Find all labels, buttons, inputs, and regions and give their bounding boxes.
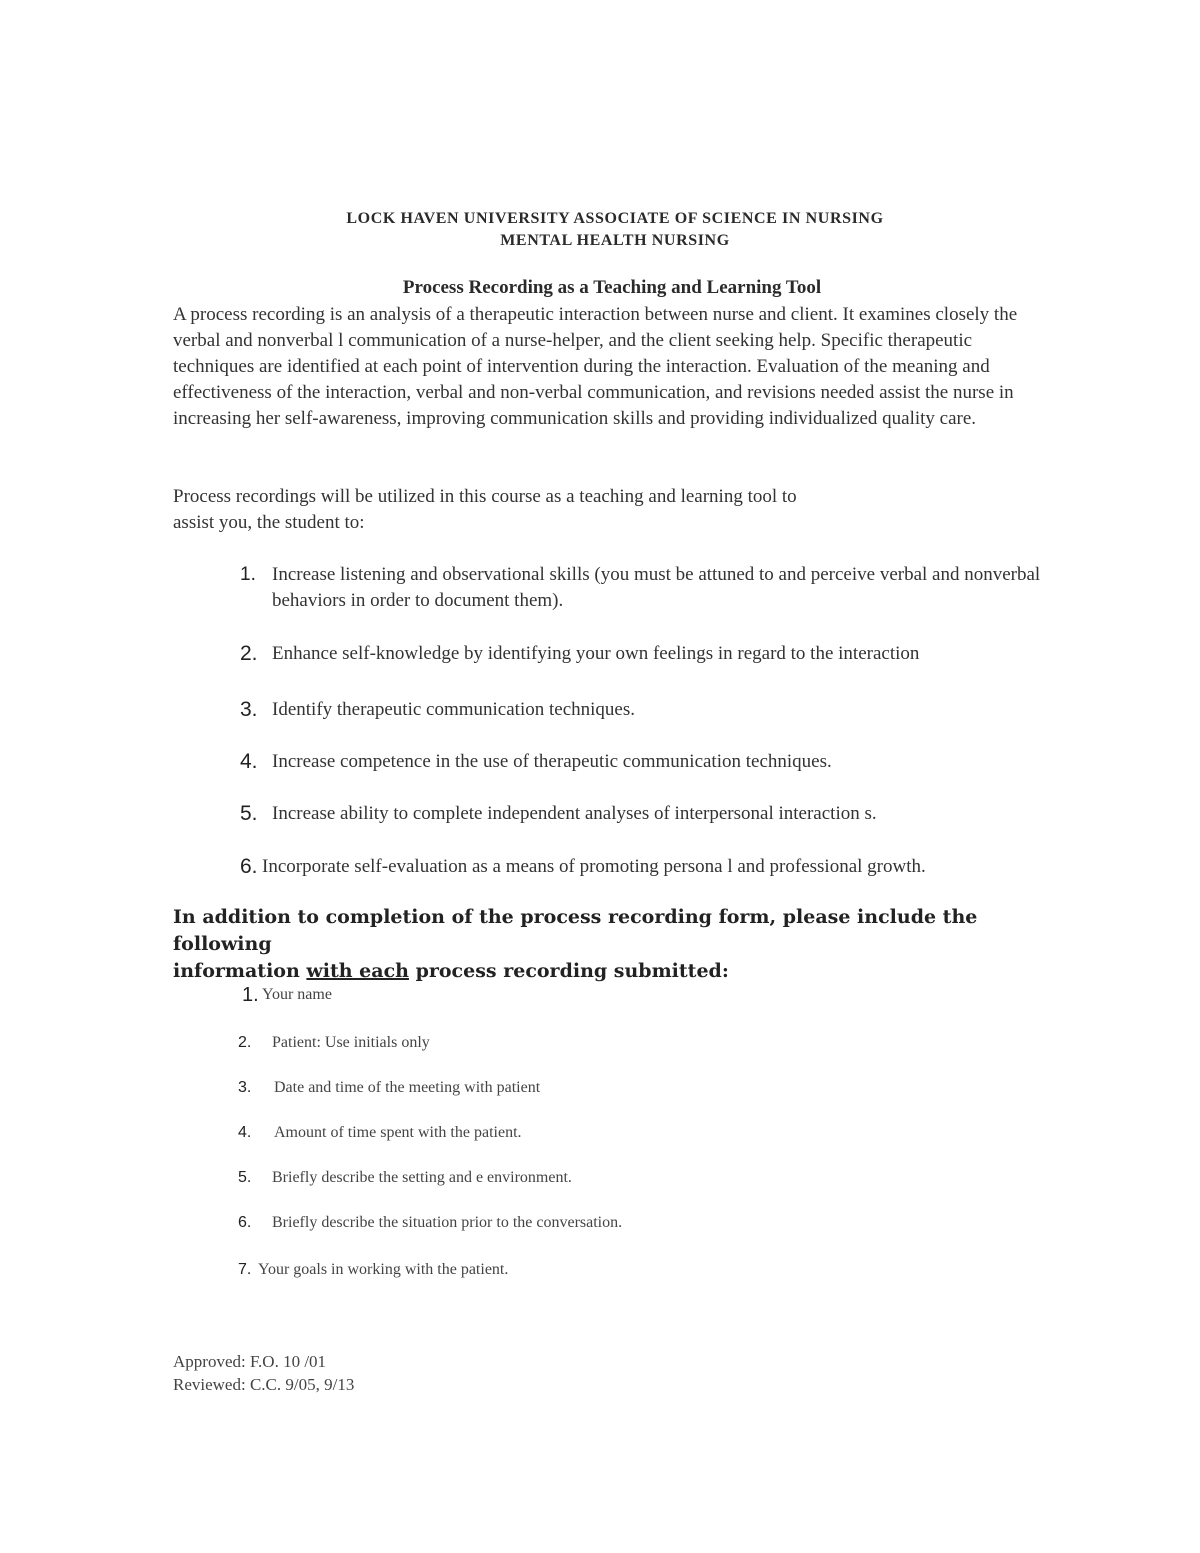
goal-item-4 [240, 749, 1090, 775]
info-item-2 [238, 1033, 430, 1053]
info-item-4 [238, 1123, 522, 1143]
goal-number: 4. [240, 750, 258, 773]
goal-item-6 [240, 854, 1090, 880]
goal-item-1 [240, 562, 1090, 614]
goal-text: Enhance self-knowledge by identifying your own feelings in regard to the interaction [272, 643, 920, 664]
intro-text: A process recording is an analysis of a therapeutic interaction between nurse and client. It examines closely the verbal and nonverbal l communication of a nurse-helper, and the client seeking help. Specific therapeutic techniques are identified at each point of intervention during the interaction. Evaluation of the meaning and effectiveness of the interaction, verbal and non-verbal communication, and revisions needed assist the nurse in increasing her self-awareness, improving communication skills and providing individualized quality care. [173, 304, 1018, 429]
additional-line-2-post: process recording submitted: [408, 960, 729, 982]
additional-line-2-pre: information [173, 960, 307, 982]
additional-line-1: In addition to completion of the process recording form, please include the following [173, 906, 978, 955]
purpose-line-2: assist you, the student to: [173, 512, 365, 533]
goal-number: 3. [240, 698, 258, 721]
revision-footer [173, 1350, 354, 1396]
goal-item-2 [240, 641, 1090, 667]
info-item-text: Briefly describe the setting and e environment. [272, 1169, 572, 1186]
purpose-paragraph [173, 484, 1053, 536]
header-course: MENTAL HEALTH NURSING [500, 232, 730, 249]
goal-number: 5. [240, 802, 258, 825]
goal-text: Increase ability to complete independent analyses of interpersonal interaction s. [272, 803, 877, 824]
goal-number: 1. [240, 564, 256, 585]
goal-text: Increase listening and observational skills (you must be attuned to and perceive verbal and nonverbal behaviors in order to document them). [272, 564, 1041, 611]
info-item-number: 2. [238, 1034, 252, 1051]
info-item-text: Amount of time spent with the patient. [274, 1124, 522, 1141]
intro-paragraph [173, 302, 1053, 432]
with-each-underlined: with each [306, 960, 409, 982]
info-item-text: Date and time of the meeting with patient [274, 1079, 541, 1096]
reviewed-line: Reviewed: C.C. 9/05, 9/13 [173, 1375, 355, 1394]
purpose-line-1: Process recordings will be utilized in this course as a teaching and learning tool to [173, 486, 797, 507]
goal-item-5 [240, 801, 1090, 827]
goal-text: Identify therapeutic communication techniques. [272, 699, 635, 720]
info-item-number: 6. [238, 1214, 252, 1231]
document-title: Process Recording as a Teaching and Learning Tool [402, 277, 822, 298]
goal-number: 2. [240, 642, 258, 665]
info-item-number: 4. [238, 1124, 252, 1141]
additional-info-heading [173, 904, 1053, 985]
info-item-3 [238, 1078, 540, 1098]
header-institution: LOCK HAVEN UNIVERSITY ASSOCIATE OF SCIENCE IN NURSING [346, 210, 884, 227]
approved-line: Approved: F.O. 10 /01 [173, 1352, 327, 1371]
info-item-number: 1. [242, 984, 259, 1006]
info-item-text: Patient: Use initials only [272, 1034, 430, 1051]
info-item-number: 3. [238, 1079, 252, 1096]
info-item-6 [238, 1213, 622, 1233]
info-item-7 [238, 1260, 508, 1280]
goal-text: Incorporate self-evaluation as a means of promoting persona l and professional growth. [262, 856, 926, 877]
info-item-number: 5. [238, 1169, 252, 1186]
goal-text: Increase competence in the use of therapeutic communication techniques. [272, 751, 832, 772]
goal-number: 6. [240, 855, 258, 878]
document-header [0, 208, 1200, 252]
info-item-text: Briefly describe the situation prior to the conversation. [272, 1214, 623, 1231]
info-item-1 [242, 985, 332, 1005]
goal-item-3 [240, 697, 1090, 723]
info-item-text: Your goals in working with the patient. [258, 1261, 509, 1278]
info-item-5 [238, 1168, 572, 1188]
additional-line-2 [173, 958, 1053, 985]
info-item-number: 7. [238, 1261, 252, 1278]
info-item-text: Your name [262, 986, 332, 1003]
